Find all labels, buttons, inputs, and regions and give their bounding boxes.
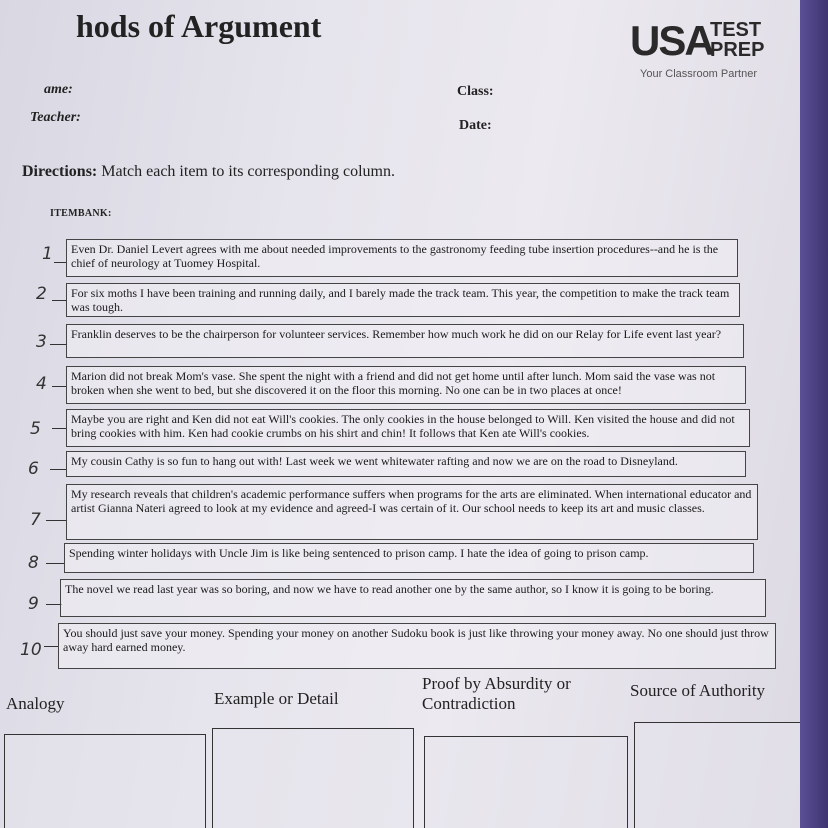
dash-line	[50, 344, 66, 345]
directions	[22, 163, 395, 181]
dash-line	[54, 262, 66, 263]
drop-box-proof-by-absurdity[interactable]	[424, 736, 628, 828]
logo-prep-text: PREP	[710, 39, 765, 61]
item-text: My cousin Cathy is so fun to hang out with! Last week we went whitewater rafting and now we are on the road to Disneyland.	[71, 454, 678, 468]
handwritten-number: 4	[36, 374, 47, 394]
dash-line	[46, 563, 64, 564]
drop-box-analogy[interactable]	[4, 734, 206, 828]
item-card[interactable]	[66, 283, 740, 317]
item-card[interactable]	[60, 579, 766, 617]
item-text: The novel we read last year was so boring, and now we have to read another one by the same author, so I know it is going to be boring.	[65, 582, 714, 596]
item-card[interactable]	[66, 451, 746, 477]
handwritten-number: 6	[28, 459, 39, 479]
dash-line	[52, 428, 66, 429]
logo-tagline: Your Classroom Partner	[640, 68, 757, 80]
item-text: Franklin deserves to be the chairperson for volunteer services. Remember how much work he did on our Relay for Life event last year?	[71, 327, 722, 341]
worksheet-title: hods of Argument	[76, 8, 322, 44]
dash-line	[46, 520, 66, 521]
category-proof-by-absurdity: Proof by Absurdity or Contradiction	[422, 674, 571, 713]
item-text: My research reveals that children's academic performance suffers when programs for the arts are eliminated. When international educator and artist Gianna Nateri agreed to look at my evidence and agreed-I was certain of it. Our school needs to keep its art and music classes.	[71, 487, 752, 515]
item-card[interactable]	[66, 324, 744, 358]
item-card[interactable]	[66, 409, 750, 447]
handwritten-number: 7	[30, 510, 41, 530]
drop-box-example-or-detail[interactable]	[212, 728, 414, 828]
category-analogy: Analogy	[6, 694, 65, 713]
item-text: Even Dr. Daniel Levert agrees with me about needed improvements to the gastronomy feeding tube insertion procedures--and he is the chief of neurology at Tuomey Hospital.	[71, 242, 719, 270]
dash-line	[44, 646, 58, 647]
item-card[interactable]	[66, 239, 738, 277]
background-edge	[800, 0, 828, 828]
handwritten-number: 9	[28, 594, 39, 614]
item-card[interactable]	[66, 484, 758, 540]
logo-test-text: TEST	[710, 19, 762, 41]
category-example-or-detail: Example or Detail	[214, 689, 339, 708]
logo-usa-text: USA	[630, 17, 713, 64]
handwritten-number: 1	[42, 244, 53, 264]
usatestprep-logo	[630, 17, 765, 64]
date-label: Date:	[459, 118, 492, 133]
drop-box-source-of-authority[interactable]	[634, 722, 806, 828]
directions-text: Match each item to its corresponding column.	[97, 163, 395, 180]
dash-line	[52, 386, 66, 387]
itembank-heading: ITEMBANK:	[50, 208, 112, 219]
teacher-label: Teacher:	[30, 110, 81, 125]
handwritten-number: 2	[36, 284, 47, 304]
name-label: ame:	[44, 82, 73, 97]
item-text: For six moths I have been training and running daily, and I barely made the track team. This year, the competition to make the track team was tough.	[71, 286, 730, 314]
class-label: Class:	[457, 84, 494, 99]
handwritten-number: 8	[28, 553, 39, 573]
dash-line	[50, 469, 66, 470]
handwritten-number: 3	[36, 332, 47, 352]
handwritten-number: 10	[20, 640, 42, 660]
dash-line	[52, 300, 66, 301]
handwritten-number: 5	[30, 419, 41, 439]
item-card[interactable]	[58, 623, 776, 669]
category-source-of-authority: Source of Authority	[630, 681, 766, 700]
item-text: Spending winter holidays with Uncle Jim is like being sentenced to prison camp. I hate the idea of going to prison camp.	[69, 546, 649, 560]
directions-label: Directions:	[22, 163, 98, 180]
item-card[interactable]	[64, 543, 754, 573]
item-text: Maybe you are right and Ken did not eat Will's cookies. The only cookies in the house belonged to Will. Ken visited the house and did not bring cookies with him. Ken had cookie crumbs on his shirt and chin! It follows that Ken ate Will's cookies.	[71, 412, 735, 440]
item-text: Marion did not break Mom's vase. She spent the night with a friend and did not get home until after lunch. Mom said the vase was not broken when she went to bed, but she discovered it on the floor this morning. No one can be in two places at once!	[71, 369, 716, 397]
item-text: You should just save your money. Spending your money on another Sudoku book is just like throwing your money away. No one should just throw away hard earned money.	[63, 626, 769, 654]
item-card[interactable]	[66, 366, 746, 404]
